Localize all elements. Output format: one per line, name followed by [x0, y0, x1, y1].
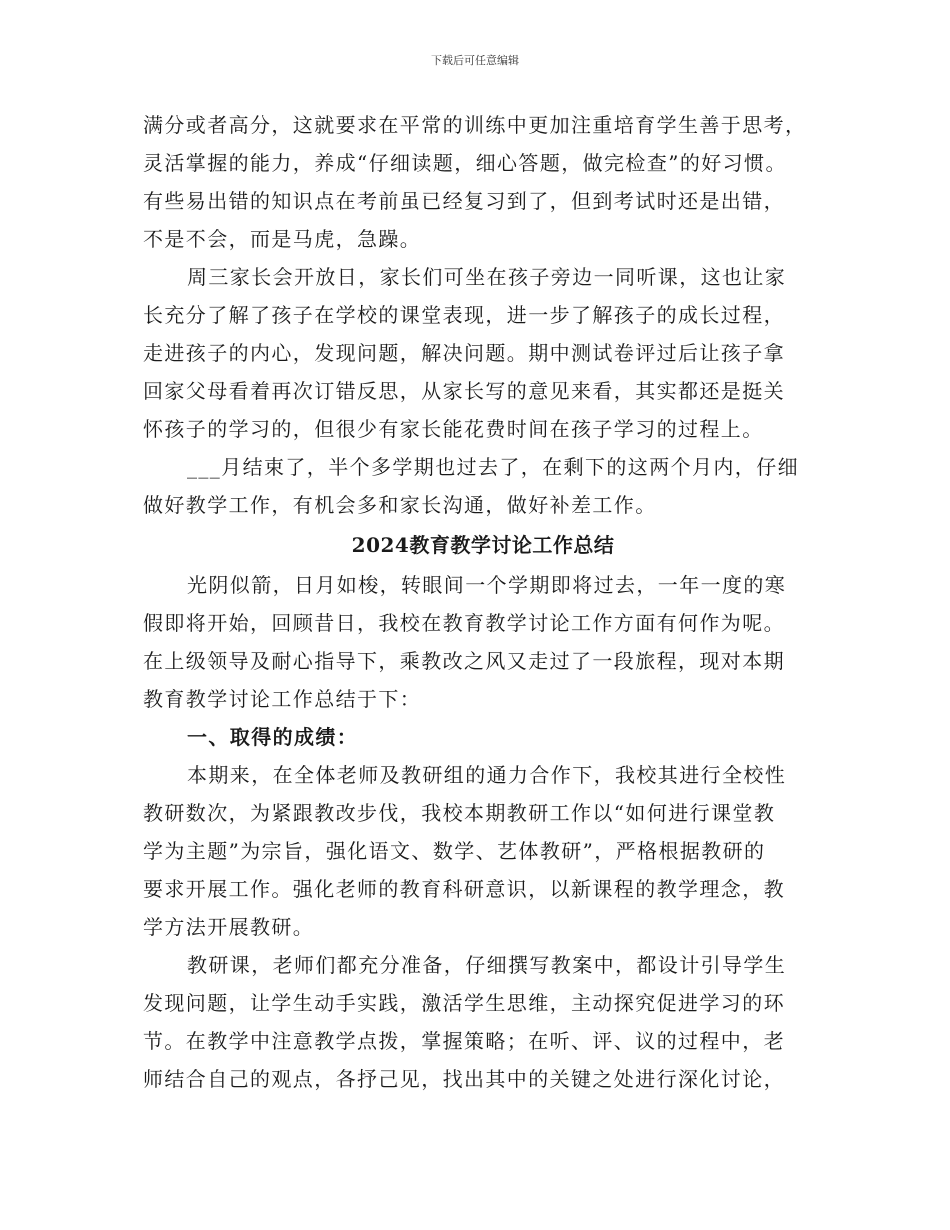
paragraph-6	[143, 946, 823, 1098]
text-line: 有些易出错的知识点在考前虽已经复习到了，但到考试时还是出错，	[143, 189, 785, 213]
paragraph-4	[143, 566, 823, 718]
paragraph-1	[143, 106, 823, 258]
paragraph-2	[143, 258, 823, 448]
text-line: 学方法开展教研。	[143, 915, 315, 939]
text-line: 本期来，在全体老师及教研组的通力合作下，我校其进行全校性	[187, 763, 787, 787]
text-line: 怀孩子的学习的，但很少有家长能花费时间在孩子学习的过程上。	[143, 417, 764, 441]
text-line: 回家父母看着再次订错反思，从家长写的意见来看，其实都还是挺关	[143, 379, 785, 403]
text-line: 节。在教学中注意教学点拨，掌握策略；在听、评、议的过程中，老	[143, 1029, 785, 1053]
text-line: 灵活掌握的能力，养成“仔细读题，细心答题，做完检查”的好习惯。	[143, 151, 787, 175]
text-line: 在上级领导及耐心指导下，乘教改之风又走过了一段旅程，现对本期	[143, 649, 785, 673]
section-title: 2024教育教学讨论工作总结	[351, 533, 615, 557]
text-line: 教研数次，为紧跟教改步伐，我校本期教研工作以“如何进行课堂教	[143, 801, 776, 825]
text-line: 周三家长会开放日，家长们可坐在孩子旁边一同听课，这也让家	[187, 265, 787, 289]
text-line: 教育教学讨论工作总结于下：	[143, 687, 422, 711]
paragraph-5	[143, 756, 823, 946]
paragraph-3	[143, 448, 823, 524]
subheading: 一、取得的成绩：	[187, 725, 359, 749]
text-line: 满分或者高分，这就要求在平常的训练中更加注重培育学生善于思考，	[143, 113, 807, 137]
text-line: 光阴似箭，日月如梭，转眼间一个学期即将过去，一年一度的寒	[187, 573, 787, 597]
document-body	[143, 106, 823, 1098]
text-line: 要求开展工作。强化老师的教育科研意识，以新课程的教学理念，教	[143, 877, 785, 901]
page-header: 下载后可任意编辑	[431, 54, 519, 67]
text-line: 发现问题，让学生动手实践，激活学生思维，主动探究促进学习的环	[143, 991, 785, 1015]
text-line: 走进孩子的内心，发现问题，解决问题。期中测试卷评过后让孩子拿	[143, 341, 785, 365]
text-line: 教研课，老师们都充分准备，仔细撰写教案中，都设计引导学生	[187, 953, 787, 977]
text-line: 长充分了解了孩子在学校的课堂表现，进一步了解孩子的成长过程，	[143, 303, 785, 327]
text-line: ___月结束了，半个多学期也过去了，在剩下的这两个月内，仔细	[187, 455, 799, 479]
text-line: 学为主题”为宗旨，强化语文、数学、艺体教研”，严格根据教研的	[143, 839, 766, 863]
text-line: 不是不会，而是马虎，急躁。	[143, 227, 422, 251]
text-line: 假即将开始，回顾昔日，我校在教育教学讨论工作方面有何作为呢。	[143, 611, 785, 635]
text-line: 做好教学工作，有机会多和家长沟通，做好补差工作。	[143, 493, 657, 517]
text-line: 师结合自己的观点，各抒己见，找出其中的关键之处进行深化讨论，	[143, 1067, 785, 1091]
